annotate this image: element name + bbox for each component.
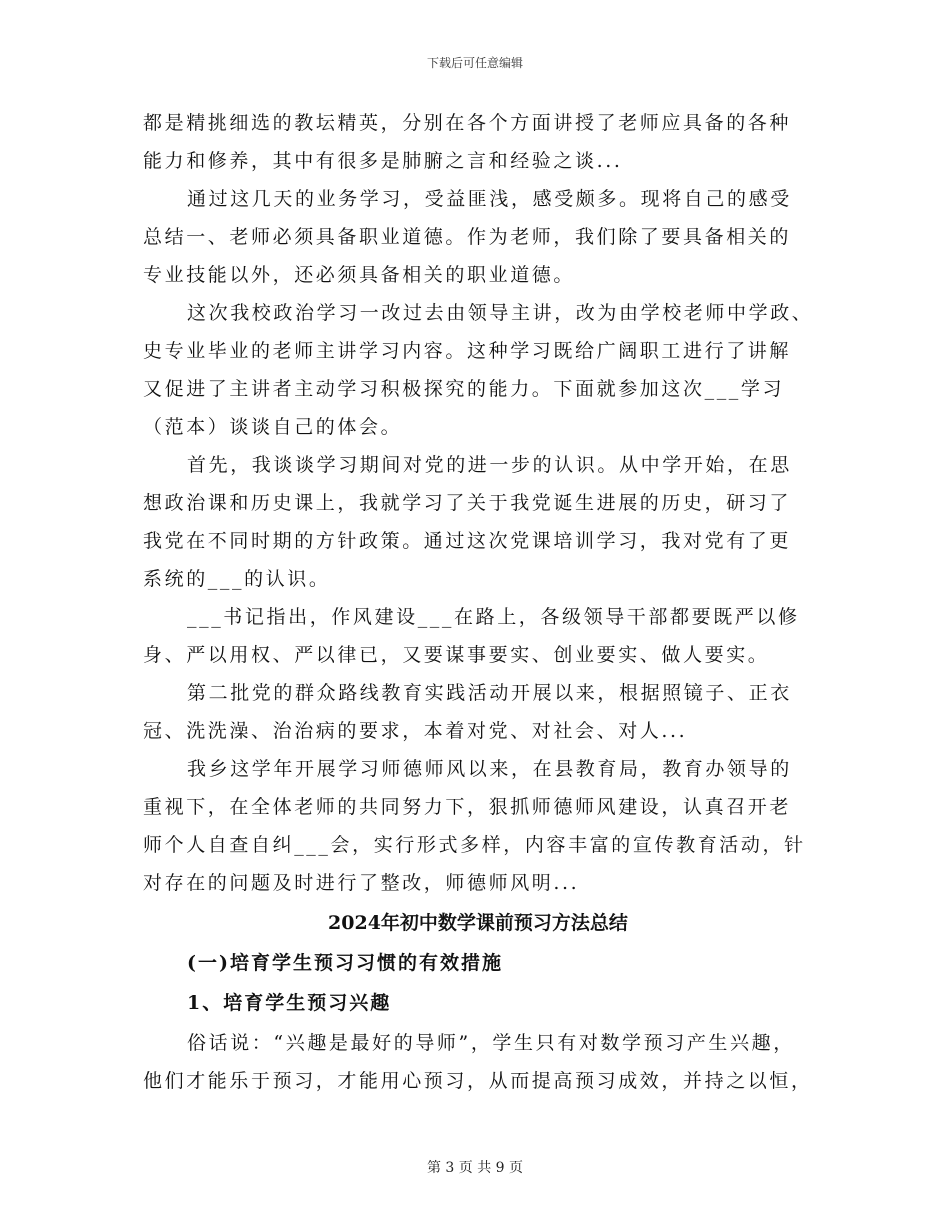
text-line: 第二批党的群众路线教育实践活动开展以来，根据照镜子、正衣 — [187, 682, 792, 704]
text-line: 专业技能以外，还必须具备相关的职业道德。 — [143, 264, 576, 286]
text-line: 我党在不同时期的方针政策。通过这次党课培训学习，我对党有了更 — [143, 530, 792, 552]
text-line: 首先，我谈谈学习期间对党的进一步的认识。从中学开始，在思 — [187, 454, 792, 476]
text-line: 他们才能乐于预习，才能用心预习，从而提高预习成效，并持之以恒， — [143, 1070, 813, 1092]
text-line: 身、严以用权、严以律已，又要谋事要实、创业要实、做人要实。 — [143, 644, 770, 666]
page-header: 下载后可任意编辑 — [426, 56, 523, 70]
document-body — [143, 104, 813, 1100]
text-line: 总结一、老师必须具备职业道德。作为老师，我们除了要具备相关的 — [143, 226, 792, 248]
text-line: 通过这几天的业务学习，受益匪浅，感受颇多。现将自己的感受 — [187, 188, 792, 210]
text-line: 史专业毕业的老师主讲学习内容。这种学习既给广阔职工进行了讲解 — [143, 340, 792, 362]
text-line: ___书记指出，作风建设___在路上，各级领导干部都要既严以修 — [187, 606, 800, 628]
text-line: 俗话说：“兴趣是最好的导师”，学生只有对数学预习产生兴趣， — [187, 1032, 795, 1054]
text-line: 我乡这学年开展学习师德师风以来，在县教育局，教育办领导的 — [187, 758, 792, 780]
page-footer: 第 3 页 共 9 页 — [426, 1160, 524, 1176]
text-line: 这次我校政治学习一改过去由领导主讲，改为由学校老师中学政、 — [187, 302, 814, 324]
text-line: （范本）谈谈自己的体会。 — [143, 416, 403, 438]
text-line: 系统的___的认识。 — [143, 568, 331, 590]
section-title: 2024年初中数学课前预习方法总结 — [328, 912, 628, 934]
text-line: 能力和修养，其中有很多是肺腑之言和经验之谈... — [143, 150, 623, 172]
subheading: 1、培育学生预习兴趣 — [187, 992, 392, 1014]
text-line: 都是精挑细选的教坛精英，分别在各个方面讲授了老师应具备的各种 — [143, 112, 792, 134]
text-line: 对存在的问题及时进行了整改，师德师风明... — [143, 872, 580, 894]
subheading: (一)培育学生预习习惯的有效措施 — [187, 952, 503, 974]
text-line: 想政治课和历史课上，我就学习了关于我党诞生进展的历史，研习了 — [143, 492, 792, 514]
text-line: 师个人自查自纠___会，实行形式多样，内容丰富的宣传教育活动，针 — [143, 834, 806, 856]
text-line: 又促进了主讲者主动学习积极探究的能力。下面就参加这次___学习 — [143, 378, 785, 400]
text-line: 重视下，在全体老师的共同努力下，狠抓师德师风建设，认真召开老 — [143, 796, 792, 818]
text-line: 冠、洗洗澡、治治病的要求，本着对党、对社会、对人... — [143, 720, 688, 742]
